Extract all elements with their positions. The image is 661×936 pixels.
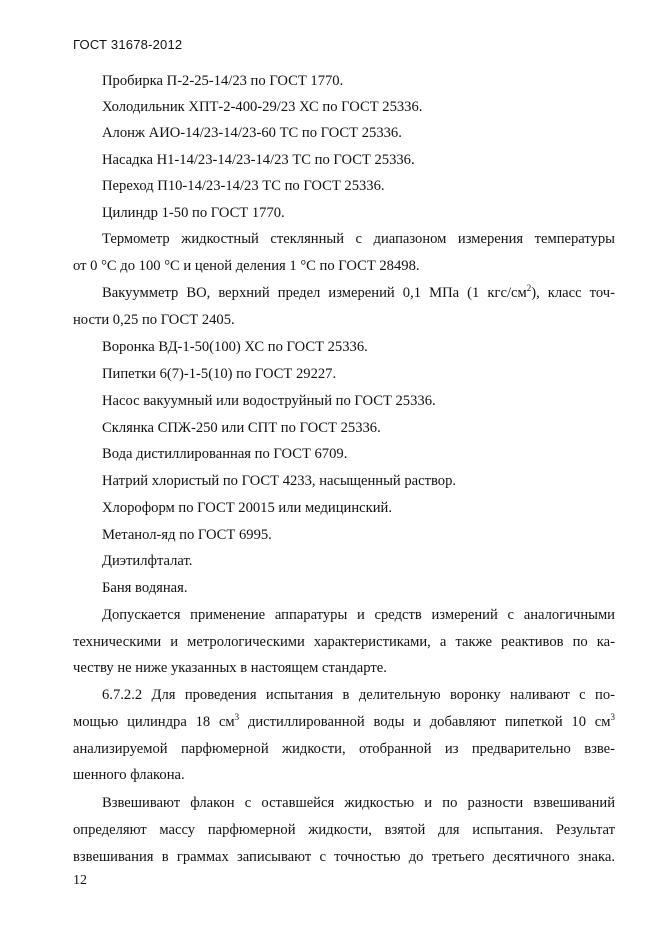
text-fragment: мощью цилиндра 18 см (73, 714, 235, 730)
text-line: Склянка СПЖ-250 или СПТ по ГОСТ 25336. (102, 420, 381, 436)
text-fragment: дистиллированной воды и добавляют пипеткой 10 см (239, 714, 611, 730)
text-line: Хлороформ по ГОСТ 20015 или медицинский. (102, 500, 392, 516)
text-line: Цилиндр 1-50 по ГОСТ 1770. (102, 205, 285, 221)
text-line: Алонж АИО-14/23-14/23-60 ТС по ГОСТ 25336. (102, 125, 402, 141)
text-line: анализируемой парфюмерной жидкости, отобранной из предварительно взве- (73, 741, 615, 757)
text-line: Диэтилфталат. (102, 553, 193, 569)
text-line: Переход П10-14/23-14/23 ТС по ГОСТ 25336. (102, 178, 385, 194)
text-line: ности 0,25 по ГОСТ 2405. (73, 312, 235, 328)
text-line: Холодильник ХПТ-2-400-29/23 ХС по ГОСТ 25336. (102, 99, 423, 115)
text-line: Взвешивают флакон с оставшейся жидкостью и по разности взвешиваний (102, 795, 615, 811)
page-number: 12 (73, 873, 87, 888)
text-line: Пипетки 6(7)-1-5(10) по ГОСТ 29227. (102, 366, 337, 382)
text-line: честву не ниже указанных в настоящем стандарте. (73, 660, 387, 676)
text-line: Метанол-яд по ГОСТ 6995. (102, 527, 272, 543)
text-line: взвешивания в граммах записывают с точностью до третьего десятичного знака. (73, 849, 615, 865)
text-fragment: ), класс точ- (531, 285, 615, 301)
superscript: 3 (610, 712, 615, 723)
text-line: Вода дистиллированная по ГОСТ 6709. (102, 446, 348, 462)
text-line: Пробирка П-2-25-14/23 по ГОСТ 1770. (102, 73, 344, 89)
text-line: Насос вакуумный или водоструйный по ГОСТ 25336. (102, 393, 436, 409)
text-line (73, 713, 615, 731)
document-header: ГОСТ 31678-2012 (73, 37, 183, 52)
superscript: 2 (526, 283, 532, 294)
text-line: от 0 °С до 100 °С и ценой деления 1 °С по ГОСТ 28498. (73, 258, 420, 274)
text-line: Воронка ВД-1-50(100) ХС по ГОСТ 25336. (102, 339, 368, 355)
text-line: Натрий хлористый по ГОСТ 4233, насыщенный раствор. (102, 473, 457, 489)
text-line: шенного флакона. (73, 767, 185, 783)
text-line: Баня водяная. (102, 580, 188, 596)
text-line: Допускается применение аппаратуры и средств измерений с аналогичными (102, 607, 615, 623)
text-fragment: Вакуумметр ВО, верхний предел измерений 0,1 МПа (1 кгс/см (102, 285, 527, 301)
text-line: техническими и метрологическими характеристиками, а также реактивов по ка- (73, 634, 615, 650)
text-line: 6.7.2.2 Для проведения испытания в делительную воронку наливают с по- (102, 687, 615, 703)
superscript: 3 (234, 712, 240, 723)
text-line (102, 284, 615, 302)
text-line: определяют массу парфюмерной жидкости, взятой для испытания. Результат (73, 822, 615, 838)
text-line: Насадка Н1-14/23-14/23-14/23 ТС по ГОСТ 25336. (102, 152, 415, 168)
text-line: Термометр жидкостный стеклянный с диапазоном измерения температуры (102, 231, 615, 247)
